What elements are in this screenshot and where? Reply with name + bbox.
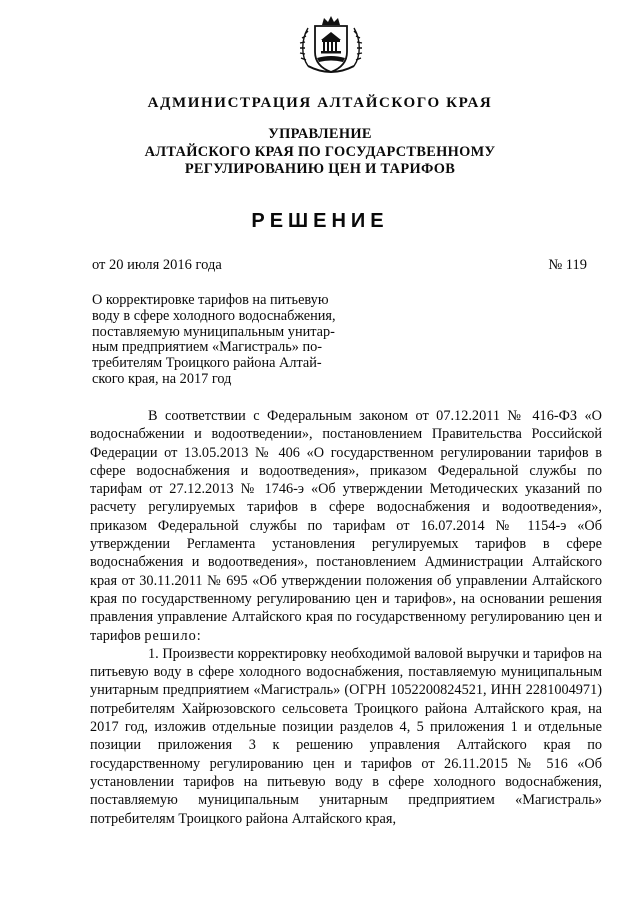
department-line-1: УПРАВЛЕНИЕ (268, 126, 372, 142)
decided-word: решило (144, 627, 197, 644)
subject-line: требителям Троицкого района Алтай- (92, 355, 322, 372)
preamble-text: В соответствии с Федеральным законом от 07.12.2011 № 416-ФЗ «О водоснабжении и водоотведении», постановлением Правительства Российской Федерации от 13.05.2013 № 406 «О государственном регулировании тарифов в сфере водоснабжения и водоотведения», приказом Федеральной службы по тарифам от 27.12.2013 № 1746-э «Об утверждении Методических указаний по расчету регулируемых тарифов в сфере водоснабжения и водоотведения», приказом Федеральной службы по тарифам от 16.07.2014 № 1154-э «Об утверждении Регламента установления регулируемых тарифов в сфере водоснабжения и водоотведения», постановлением Администрации Алтайского края от 30.11.2011 № 695 «Об утверждении положения об управлении Алтайского края по государственному регулированию цен и тарифов», на основании решения правления управление Алтайского края по государственному регулированию цен и тарифов (90, 408, 602, 644)
preamble-paragraph: В соответствии с Федеральным законом от 07.12.2011 № 416-ФЗ «О водоснабжении и водоотведении», постановлением Правительства Российской Федерации от 13.05.2013 № 406 «О государственном регулировании тарифов в сфере водоснабжения и водоотведения», приказом Федеральной службы по тарифам от 27.12.2013 № 1746-э «Об утверждении Методических указаний по расчету регулируемых тарифов в сфере водоснабжения и водоотведения», приказом Федеральной службы по тарифам от 16.07.2014 № 1154-э «Об утверждении Регламента установления регулируемых тарифов в сфере водоснабжения и водоотведения», постановлением Администрации Алтайского края от 30.11.2011 № 695 «Об утверждении положения об управлении Алтайского края по государственному регулированию цен и тарифов», на основании решения правления управление Алтайского края по государственному регулированию цен и тарифов решило: (90, 408, 602, 644)
subject-line: воду в сфере холодного водоснабжения, (92, 307, 336, 324)
subject-line: ным предприятием «Магистраль» по- (92, 339, 323, 356)
department-line-3: РЕГУЛИРОВАНИЮ ЦЕН И ТАРИФОВ (184, 161, 456, 177)
administration-header: АДМИНИСТРАЦИЯ АЛТАЙСКОГО КРАЯ (147, 95, 493, 111)
document-title: РЕШЕНИЕ (251, 210, 389, 232)
subject-line: ского края, на 2017 год (92, 370, 232, 387)
subject-line: О корректировке тарифов на питьевую (92, 292, 329, 308)
department-header (0, 126, 640, 179)
altai-coat-of-arms-emblem (298, 14, 364, 82)
item-1-paragraph: 1. Произвести корректировку необходимой валовой выручки и тарифов на питьевую воду в сфере холодного водоснабжения, поставляемую муниципальным унитарным предприятием «Магистраль» (ОГРН 1052200824521, ИНН 2281004971) потребителям Хайрюзовского сельсовета Троицкого района Алтайского края, на 2017 год, изложив отдельные позиции разделов 4, 5 приложения 1 и отдельные позиции приложения 3 к решению управления Алтайского края по государственному регулированию цен и тарифов от 26.11.2015 № 516 «Об установлении тарифов на питьевую воду в сфере холодного водоснабжения, поставляемую муниципальным унитарным предприятием «Магистраль» потребителям Троицкого района Алтайского края, (90, 645, 602, 827)
document-date: от 20 июля 2016 года (92, 257, 222, 273)
department-line-2: АЛТАЙСКОГО КРАЯ ПО ГОСУДАРСТВЕННОМУ (144, 143, 496, 160)
subject-line: поставляемую муниципальным унитар- (92, 323, 335, 340)
document-number: № 119 (548, 257, 587, 273)
document-body (90, 407, 602, 828)
document-subject (92, 293, 356, 388)
